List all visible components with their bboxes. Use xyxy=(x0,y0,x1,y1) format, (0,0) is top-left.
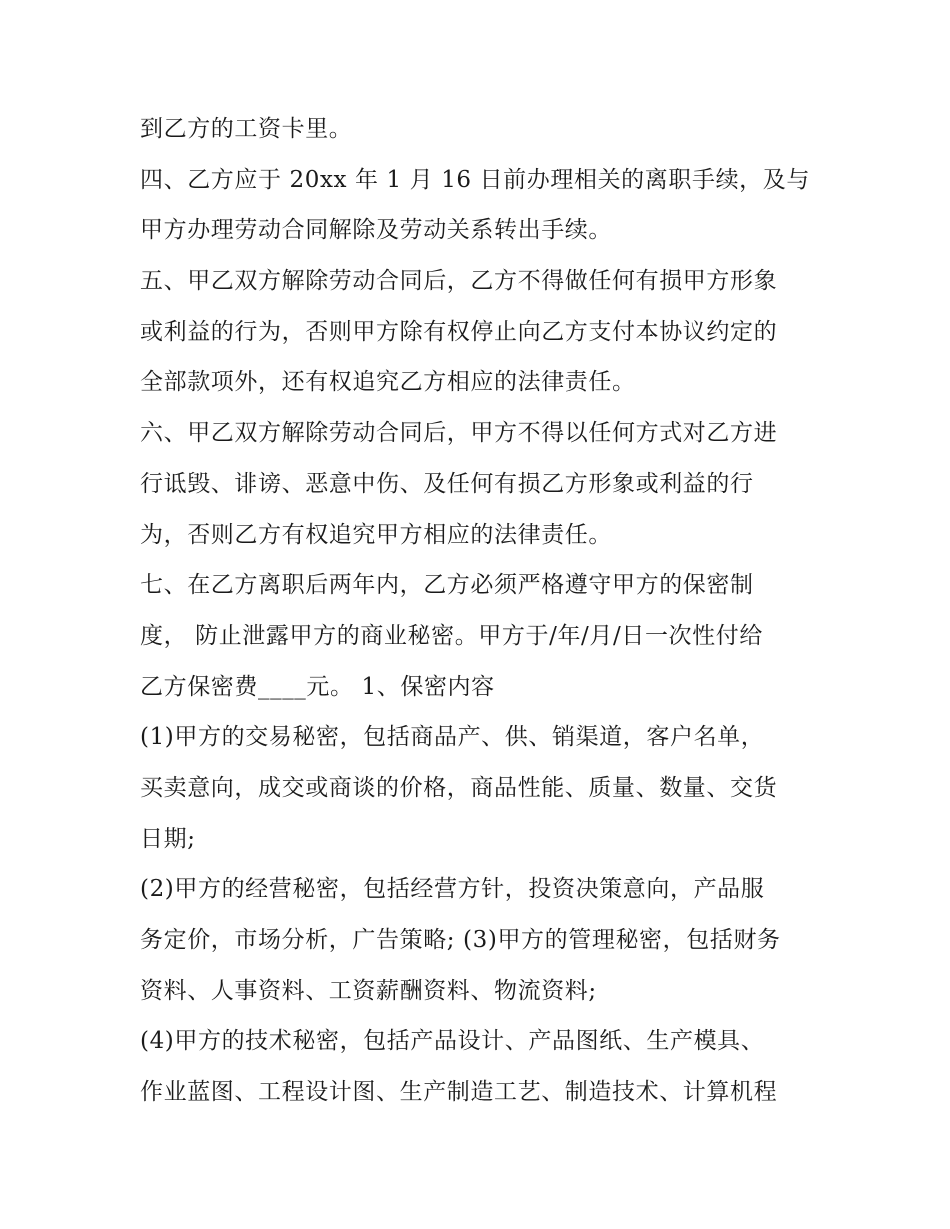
text-line: 度， 防止泄露甲方的商业秘密。甲方于/年/月/日一次性付给 xyxy=(140,622,763,649)
text-line: 乙方保密费____元。 1、保密内容 xyxy=(140,673,495,700)
text-line: 务定价，市场分析，广告策略; (3)甲方的管理秘密，包括财务 xyxy=(140,927,781,953)
text-line: 全部款项外，还有权追究乙方相应的法律责任。 xyxy=(140,369,636,396)
text-line: 买卖意向，成交或商谈的价格，商品性能、质量、数量、交货 xyxy=(140,774,778,801)
text-line: 为，否则乙方有权追究甲方相应的法律责任。 xyxy=(140,521,612,548)
text-line: (4)甲方的技术秘密，包括产品设计、产品图纸、生产模具、 xyxy=(140,1028,765,1055)
text-line: 七、在乙方离职后两年内，乙方必须严格遵守甲方的保密制 xyxy=(140,572,754,599)
text-line: 六、甲乙双方解除劳动合同后，甲方不得以任何方式对乙方进 xyxy=(140,420,778,447)
text-line: 日期; xyxy=(140,825,196,852)
text-line: 到乙方的工资卡里。 xyxy=(140,116,353,142)
text-line: 五、甲乙双方解除劳动合同后，乙方不得做任何有损甲方形象 xyxy=(140,268,778,295)
text-line: 或利益的行为，否则甲方除有权停止向乙方支付本协议约定的 xyxy=(140,318,778,345)
text-line: (2)甲方的经营秘密，包括经营方针，投资决策意向，产品服 xyxy=(140,876,765,903)
text-line: (1)甲方的交易秘密，包括商品产、供、销渠道，客户名单， xyxy=(140,724,765,751)
text-line: 四、乙方应于 20xx 年 1 月 16 日前办理相关的离职手续，及与 xyxy=(140,166,810,193)
text-line: 行诋毁、诽谤、恶意中伤、及任何有损乙方形象或利益的行 xyxy=(140,470,754,497)
text-line: 甲方办理劳动合同解除及劳动关系转出手续。 xyxy=(140,217,612,244)
text-line: 作业蓝图、工程设计图、生产制造工艺、制造技术、计算机程 xyxy=(140,1079,778,1106)
text-line: 资料、人事资料、工资薪酬资料、物流资料; xyxy=(140,977,597,1004)
document-body xyxy=(140,104,830,1118)
